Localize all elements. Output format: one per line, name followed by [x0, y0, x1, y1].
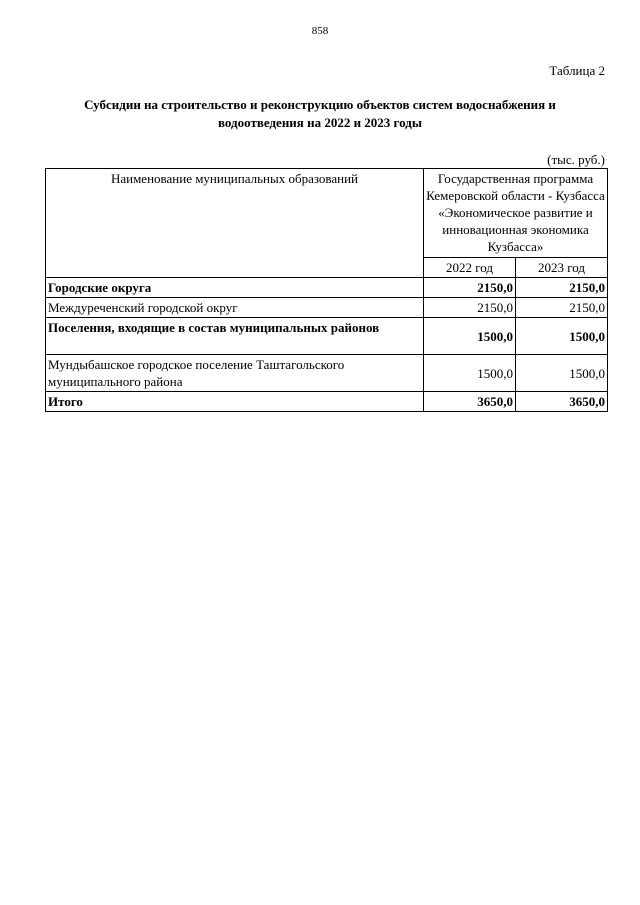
- row-value-2022: 3650,0: [424, 392, 516, 412]
- subsidies-table: [45, 168, 608, 412]
- header-municipality: Наименование муниципальных образований: [46, 169, 424, 278]
- row-value-2023: 1500,0: [516, 318, 608, 355]
- table-row-urban-districts: [46, 278, 608, 298]
- header-program: Государственная программа Кемеровской области - Кузбасса «Экономическое развитие и инновационная экономика Кузбасса»: [424, 169, 608, 258]
- row-value-2023: 2150,0: [516, 298, 608, 318]
- table-row-settlements: [46, 318, 608, 355]
- row-name: Итого: [46, 392, 424, 412]
- row-name: Мундыбашское городское поселение Таштагольского муниципального района: [46, 355, 424, 392]
- row-name: Городские округа: [46, 278, 424, 298]
- table-row-mundybash: [46, 355, 608, 392]
- row-name: Поселения, входящие в состав муниципальных районов: [46, 318, 424, 355]
- title-line-1: Субсидии на строительство и реконструкцию объектов систем водоснабжения и: [84, 97, 556, 112]
- header-year-2022: 2022 год: [424, 258, 516, 278]
- row-name: Междуреченский городской округ: [46, 298, 424, 318]
- row-value-2022: 2150,0: [424, 278, 516, 298]
- row-value-2022: 2150,0: [424, 298, 516, 318]
- table-row-total: [46, 392, 608, 412]
- row-value-2023: 2150,0: [516, 278, 608, 298]
- row-value-2023: 3650,0: [516, 392, 608, 412]
- page-number: 858: [311, 25, 329, 37]
- title-line-2: водоотведения на 2022 и 2023 годы: [218, 115, 422, 130]
- row-value-2022: 1500,0: [424, 355, 516, 392]
- document-title: [50, 96, 590, 132]
- table-row-mezhdurechensky: [46, 298, 608, 318]
- units-label: (тыс. руб.): [547, 152, 605, 167]
- row-value-2022: 1500,0: [424, 318, 516, 355]
- table-label: Таблица 2: [549, 63, 605, 78]
- header-year-2023: 2023 год: [516, 258, 608, 278]
- row-value-2023: 1500,0: [516, 355, 608, 392]
